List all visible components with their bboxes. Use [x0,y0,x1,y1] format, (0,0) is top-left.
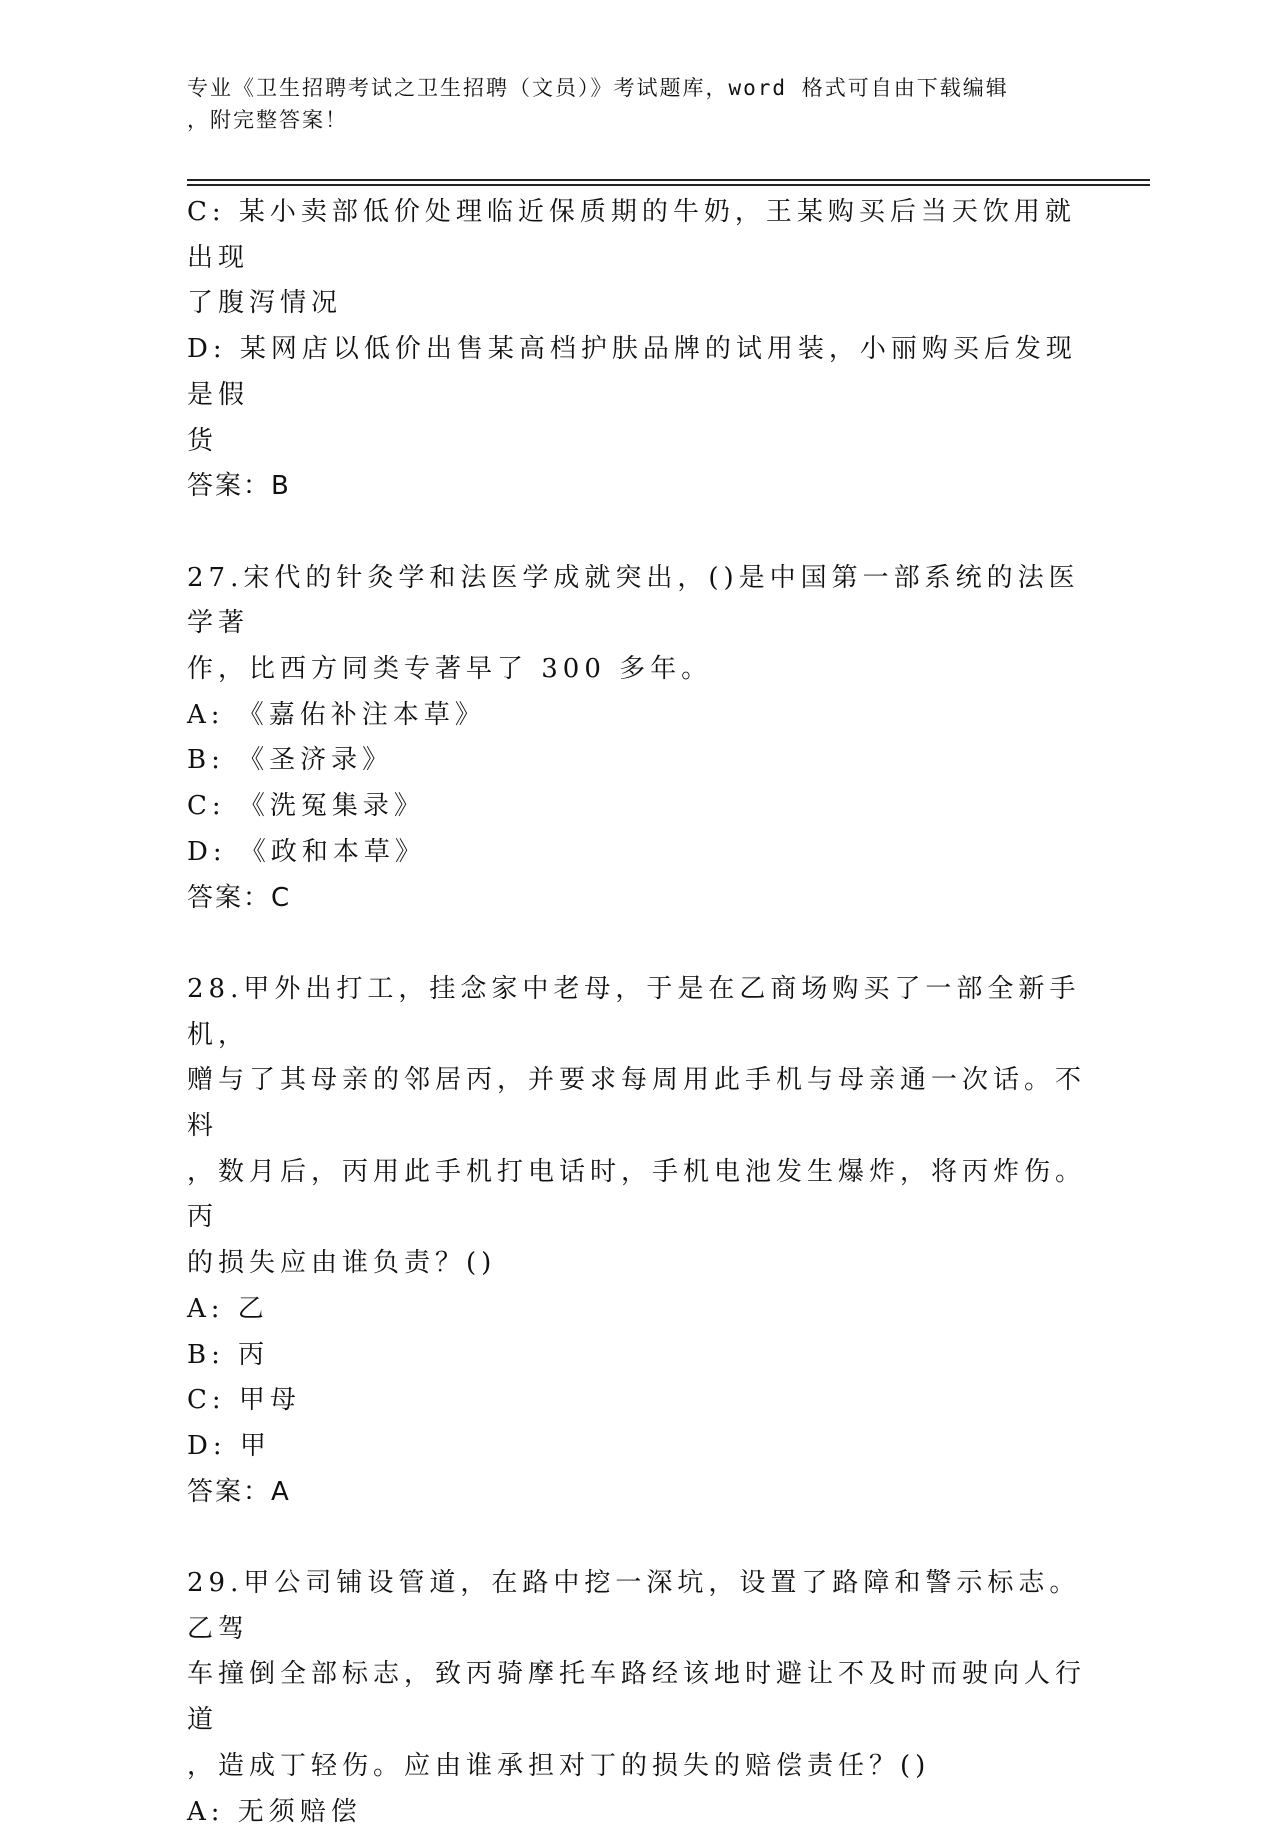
question-stem: 29.甲公司铺设管道，在路中挖一深坑，设置了路障和警示标志。乙驾 [187,1568,1081,1644]
question-28 [187,967,1087,1515]
option-a: A: 《嘉佑补注本草》 [187,699,486,730]
spacer [187,1515,1087,1561]
option-a: A: 无须赔偿 [187,1796,362,1827]
option-d: D: 甲 [187,1430,271,1461]
option-b: B: 丙 [187,1339,270,1370]
option-a: A: 乙 [187,1293,269,1324]
question-stem: 28.甲外出打工，挂念家中老母，于是在乙商场购买了一部全新手机， [187,973,1081,1050]
option-c-continued: 了腹泻情况 [187,288,343,319]
answer-line: 答案：C [187,882,292,913]
spacer [187,510,1087,556]
question-stem-continued: 赠与了其母亲的邻居丙，并要求每周用此手机与母亲通一次话。不料 [187,1065,1087,1142]
answer-line: 答案：A [187,1476,291,1507]
option-c: C: 某小卖部低价处理临近保质期的牛奶，王某购买后当天饮用就出现 [187,197,1076,273]
header-title-line: 专业《卫生招聘考试之卫生招聘（文员）》考试题库，word 格式可自由下载编辑 [187,76,1009,100]
spacer [187,921,1087,967]
question-stem-continued: 的损失应由谁负责？() [187,1248,497,1279]
question-29 [187,1561,1087,1835]
question-27 [187,556,1087,922]
option-d-continued: 货 [187,425,219,456]
header-divider-top [187,179,1150,181]
document-header [187,72,1067,136]
option-c: C: 甲母 [187,1385,301,1416]
question-content [187,190,1087,1835]
question-stem-continued: 作，比西方同类专著早了 300 多年。 [187,654,713,685]
question-stem: 27.宋代的针灸学和法医学成就突出，()是中国第一部系统的法医学著 [187,562,1080,639]
question-26-tail [187,190,1087,510]
header-title-line-continued: ，附完整答案！ [187,108,348,132]
answer-line: 答案：B [187,471,291,502]
question-stem-continued: ，造成丁轻伤。应由谁承担对丁的损失的赔偿责任？() [187,1750,931,1781]
option-d: D: 《政和本草》 [187,836,426,867]
option-d: D: 某网店以低价出售某高档护肤品牌的试用装，小丽购买后发现是假 [187,334,1077,410]
option-c: C: 《洗冤集录》 [187,791,425,822]
option-b: B: 《圣济录》 [187,745,394,776]
header-divider-bottom [187,184,1150,186]
question-stem-continued: 车撞倒全部标志，致丙骑摩托车路经该地时避让不及时而驶向人行道 [187,1659,1087,1736]
question-stem-continued: ，数月后，丙用此手机打电话时，手机电池发生爆炸，将丙炸伤。丙 [187,1156,1087,1233]
